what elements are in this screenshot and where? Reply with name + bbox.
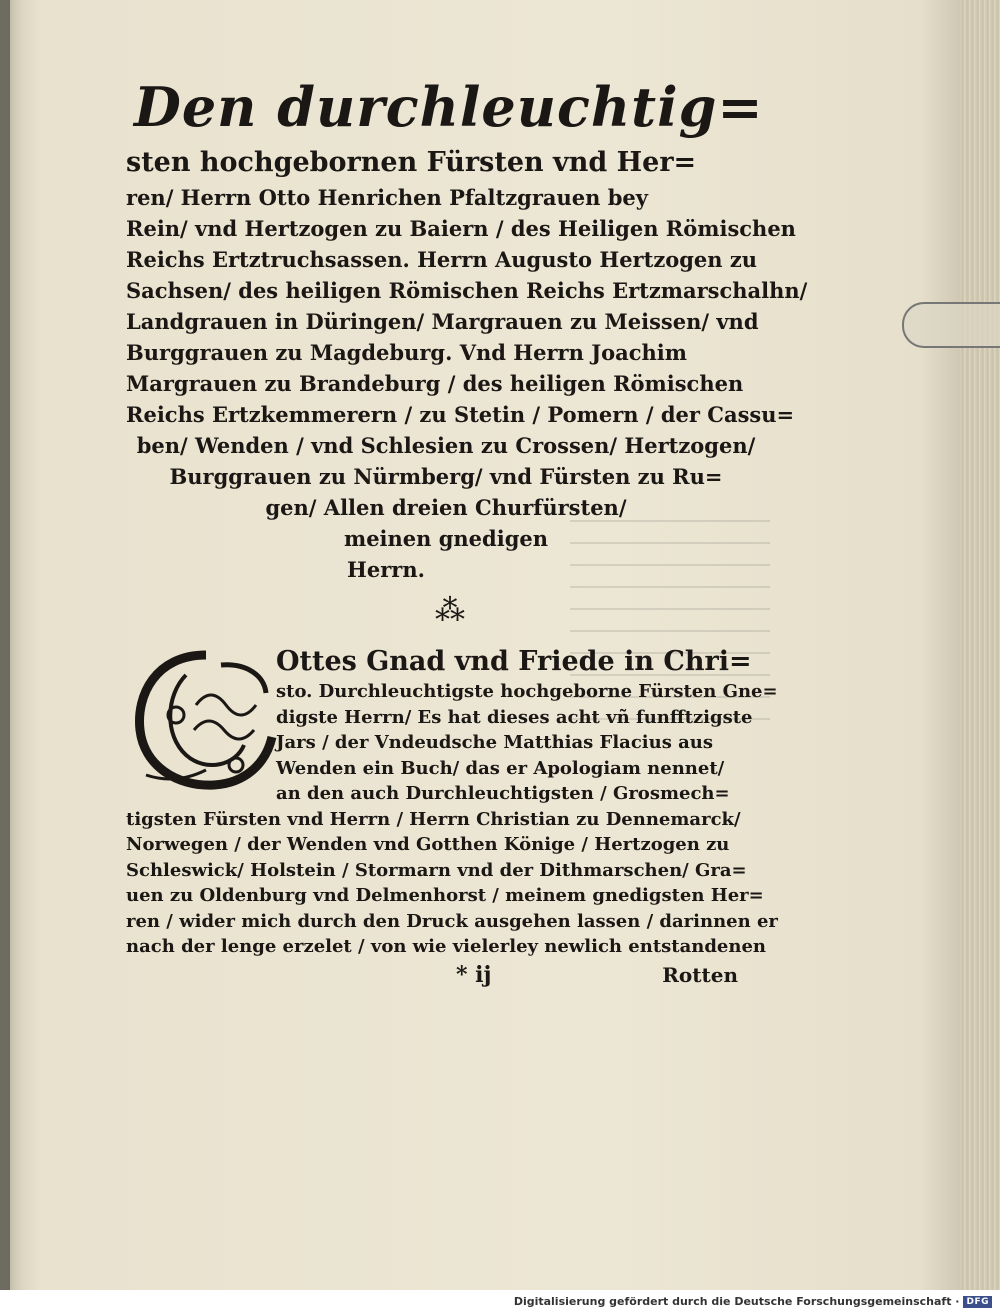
letter-line: Schleswick/ Holstein / Stormarn vnd der Dithmarschen/ Gra= [126,859,747,881]
dedication-line: Landgrauen in Düringen/ Margrauen zu Meissen/ vnd [126,309,759,334]
dedication-line: Reichs Ertztruchsassen. Herrn Augusto Hertzogen zu [126,247,758,272]
footer-credit-text: Digitalisierung gefördert durch die Deutsche Forschungsgemeinschaft · [513,1295,960,1308]
decorated-initial [126,645,284,795]
page-clip-marker [902,302,1000,348]
page-stack-edge [960,0,1000,1290]
book-gutter-edge [0,0,10,1290]
letter-line: digste Herrn/ Es hat dieses acht vñ funfftzigste [276,706,753,728]
dedication-line: Burggrauen zu Nürmberg/ vnd Fürsten zu Ru= [169,464,723,489]
letter-line: Norwegen / der Wenden vnd Gotthen Könige / Hertzogen zu [126,834,730,855]
letter-line: uen zu Oldenburg vnd Delmenhorst / meinem gnedigsten Her= [126,885,764,906]
dedication-line: Herrn. [347,557,425,582]
catchword: Rotten [662,962,738,987]
footer-credit [514,1295,992,1308]
decorated-initial-flourish-icon [126,645,284,795]
dedication-block [126,70,808,585]
dedication-line: Burggrauen zu Magdeburg. Vnd Herrn Joachim [126,340,688,365]
page-footer-line [126,962,766,988]
letter-line: nach der lenge erzelet / von wie vielerley newlich entstandenen [126,936,767,957]
signature-mark: * ij [456,961,492,988]
letter-line: sto. Durchleuchtigste hochgeborne Fürsten Gne= [276,681,778,702]
dedication-line: ren/ Herrn Otto Henrichen Pfaltzgrauen bey [126,185,648,210]
dedication-line: Reichs Ertzkemmerern / zu Stetin / Pomern / der Cassu= [126,402,795,427]
dedication-line: Margrauen zu Brandeburg / des heiligen Römischen [126,371,744,396]
letter-line: Jars / der Vndeudsche Matthias Flacius aus [276,732,714,753]
letter-body [126,645,778,988]
dedication-line: ben/ Wenden / vnd Schlesien zu Crossen/ Hertzogen/ [136,433,756,458]
letter-opening-line: Ottes Gnad vnd Friede in Chri= [276,646,752,677]
dfg-logo-icon: DFG [963,1296,992,1308]
dedication-line: Sachsen/ des heiligen Römischen Reichs Ertzmarschalhn/ [126,278,808,303]
digitization-footer [0,1290,1000,1311]
dedication-line: meinen gnedigen [343,526,549,551]
letter-line: Wenden ein Buch/ das er Apologiam nennet/ [276,757,725,779]
letter-line: an den auch Durchleuchtigsten / Grosmech= [276,783,730,804]
printed-page [110,70,808,988]
ornament-icon: ⁂ [435,593,465,628]
dedication-line: Rein/ vnd Hertzogen zu Baiern / des Heiligen Römischen [126,216,796,241]
dedication-line: sten hochgebornen Fürsten vnd Her= [126,147,697,178]
dedication-line: gen/ Allen dreien Churfürsten/ [265,495,627,520]
letter-line: tigsten Fürsten vnd Herrn / Herrn Christian zu Dennemarck/ [126,808,741,830]
letter-line: ren / wider mich durch den Druck ausgehen lassen / darinnen er [126,910,778,932]
dedication-heading: Den durchleuchtig= [134,75,764,139]
